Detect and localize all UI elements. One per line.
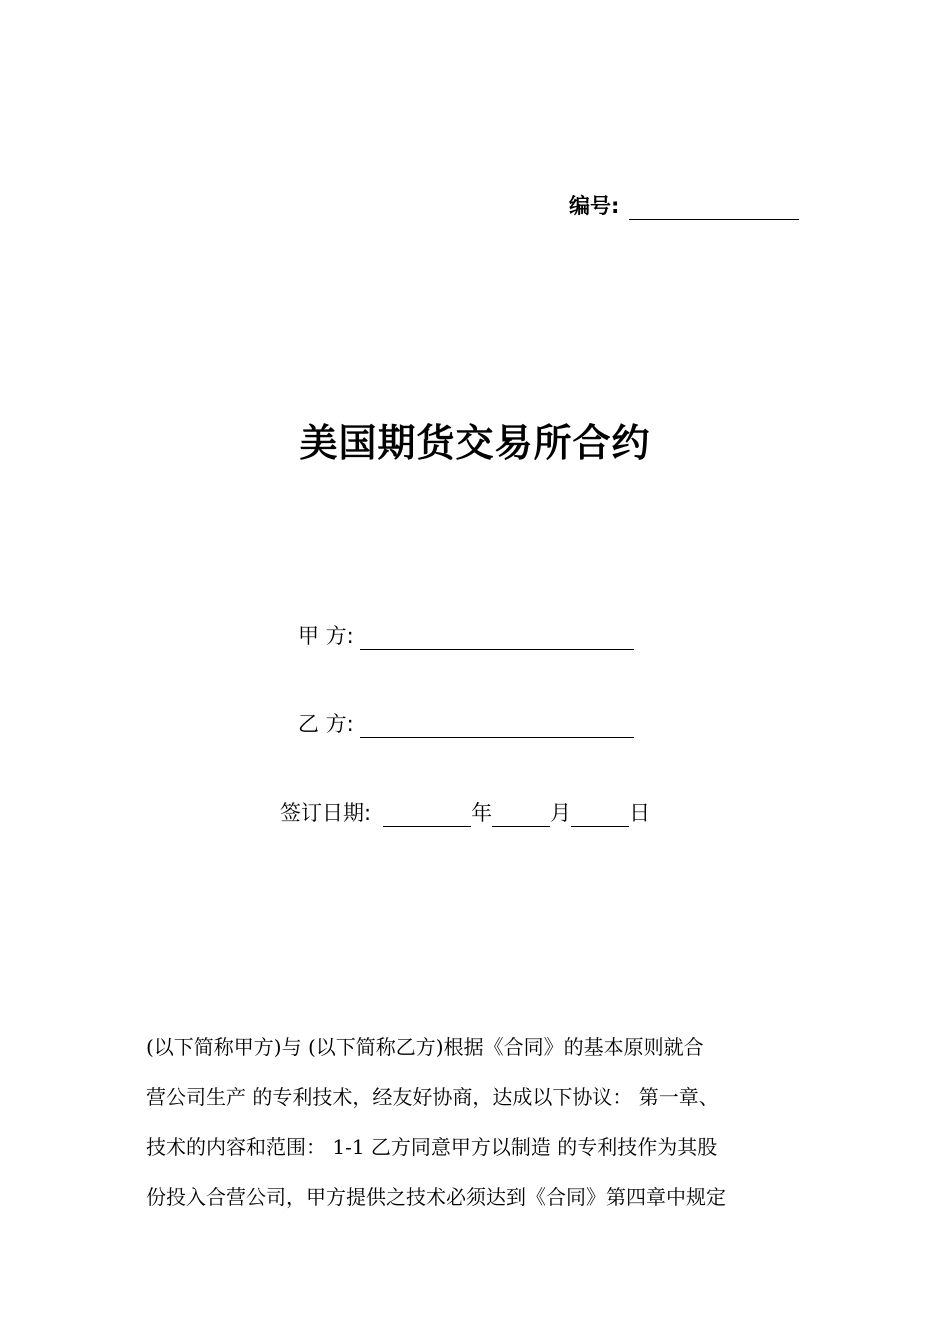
party-a-blank — [360, 627, 634, 650]
party-b-field — [298, 708, 634, 738]
party-b-label: 乙 方: — [298, 712, 354, 736]
document-title: 美国期货交易所合约 — [299, 421, 651, 465]
month-blank — [492, 804, 550, 827]
year-blank — [383, 804, 471, 827]
day-label: 日 — [629, 801, 651, 825]
day-blank — [571, 804, 629, 827]
serial-number — [569, 190, 799, 220]
party-b-blank — [360, 715, 634, 738]
month-label: 月 — [550, 801, 572, 825]
body-line: 营公司生产 的专利技术，经友好协商，达成以下协议： 第一章、 — [146, 1085, 719, 1109]
party-a-label: 甲 方: — [298, 624, 354, 648]
body-line: (以下简称甲方)与 (以下简称乙方)根据《合同》的基本原则就合 — [146, 1035, 704, 1059]
year-label: 年 — [471, 801, 493, 825]
party-a-field — [298, 620, 634, 650]
serial-number-label: 编号: — [569, 194, 620, 218]
contract-body — [146, 1022, 806, 1222]
body-line: 份投入合营公司，甲方提供之技术必须达到《合同》第四章中规定 — [146, 1185, 726, 1209]
serial-number-blank — [629, 197, 799, 220]
signing-date-label: 签订日期: — [280, 801, 372, 825]
signing-date-field — [280, 797, 650, 827]
body-line: 技术的内容和范围： 1-1 乙方同意甲方以制造 的专利技作为其股 — [146, 1135, 718, 1159]
